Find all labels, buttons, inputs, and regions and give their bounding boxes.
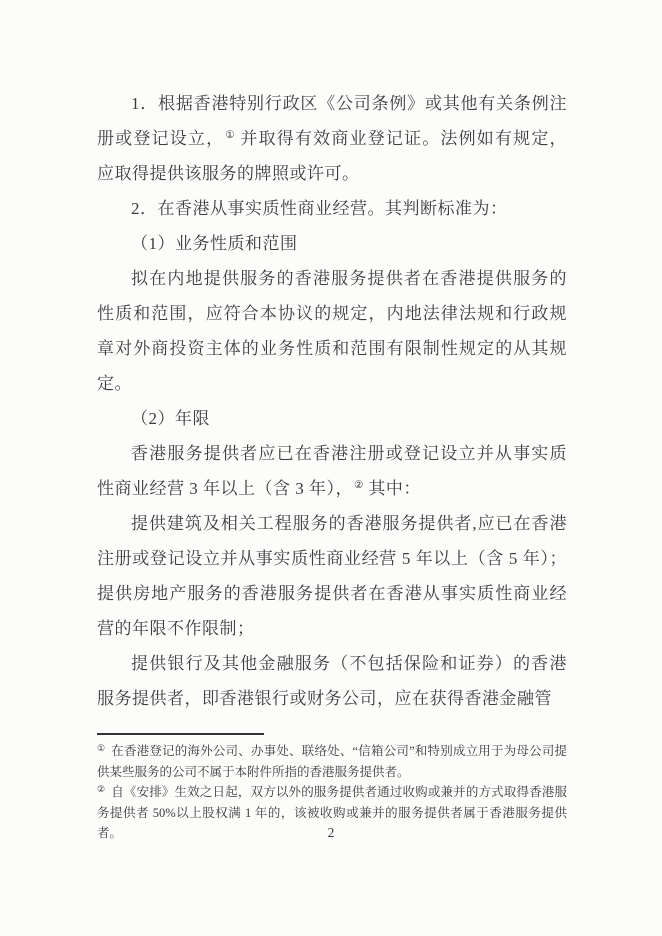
paragraph-5-text: （2）年限 [131, 409, 210, 428]
paragraph-4 [97, 261, 567, 401]
footnote-1 [97, 741, 567, 782]
paragraph-6-text: 香港服务提供者应已在香港注册或登记设立并从事实质性商业经营 3 年以上（含 3 年）， [97, 444, 567, 498]
footnote-ref-2: ② [354, 480, 364, 491]
paragraph-3-heading [97, 226, 567, 261]
paragraph-6-text-cont: 其中： [368, 479, 421, 498]
footnote-1-text: 在香港登记的海外公司、办事处、联络处、“信箱公司”和特别成立用于为母公司提供某些服务的公司不属于本附件所指的香港服务提供者。 [97, 744, 567, 779]
paragraph-8 [97, 646, 567, 716]
paragraph-1-text-cont: 并取得有效商业登记证。法例如有规定，应取得提供该服务的牌照或许可。 [97, 129, 568, 183]
paragraph-3-text: （1）业务性质和范围 [131, 234, 298, 253]
document-body [97, 86, 567, 716]
footnote-separator [97, 733, 264, 735]
paragraph-1 [97, 86, 567, 191]
paragraph-6 [97, 436, 567, 506]
paragraph-1-text: 1．根据香港特别行政区《公司条例》或其他有关条例注册或登记设立， [97, 94, 567, 148]
footnote-2-text: 自《安排》生效之日起，双方以外的服务提供者通过收购或兼并的方式取得香港服务提供者 50%以上股权满 1 年的，该被收购或兼并的服务提供者属于香港服务提供者。 [97, 785, 567, 840]
paragraph-8-text: 提供银行及其他金融服务（不包括保险和证券）的香港服务提供者，即香港银行或财务公司，应在获得香港金融管 [97, 654, 567, 708]
paragraph-4-text: 拟在内地提供服务的香港服务提供者在香港提供服务的性质和范围，应符合本协议的规定，内地法律法规和行政规章对外商投资主体的业务性质和范围有限制性规定的从其规定。 [97, 269, 567, 393]
footnote-2-marker: ② [97, 784, 106, 794]
footnote-ref-1: ① [225, 130, 236, 141]
paragraph-2 [97, 191, 567, 226]
page-number: 2 [327, 825, 335, 840]
footnote-1-marker: ① [97, 743, 106, 753]
paragraph-7 [97, 506, 567, 646]
paragraph-5-heading [97, 401, 567, 436]
paragraph-7-text: 提供建筑及相关工程服务的香港服务提供者,应已在香港注册或登记设立并从事实质性商业经营 5 年以上（含 5 年）；提供房地产服务的香港服务提供者在香港从事实质性商业经营的年限不作限制； [97, 514, 567, 638]
paragraph-2-text: 2．在香港从事实质性商业经营。其判断标准为： [131, 199, 508, 218]
